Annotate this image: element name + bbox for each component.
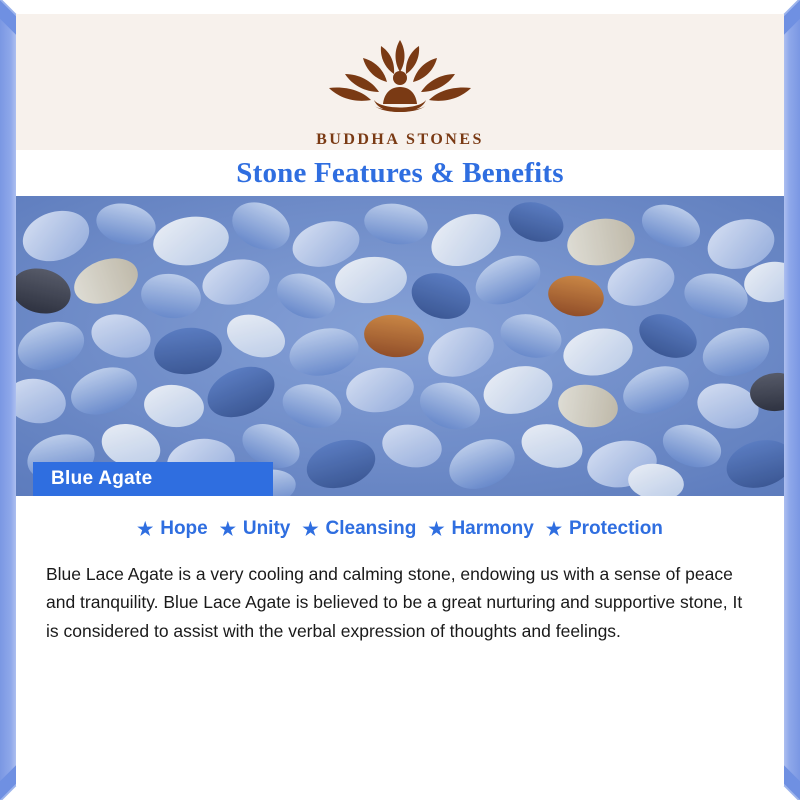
content-card [16, 14, 784, 786]
keyword-item-harmony [428, 518, 534, 540]
keyword-item-cleansing [302, 518, 416, 540]
keyword-label: Protection [568, 518, 663, 539]
stone-photo [16, 196, 784, 496]
keyword-label: Hope [160, 518, 208, 539]
star-icon: ★ [545, 519, 562, 539]
keyword-item-protection [546, 518, 663, 540]
brand-name: BUDDHA STONES [316, 131, 484, 148]
keyword-list [16, 518, 784, 540]
keyword-label: Unity [242, 518, 291, 539]
stone-photo-graphic [16, 196, 784, 496]
stone-description: Blue Lace Agate is a very cooling and calming stone, endowing us with a sense of peace and tranquility. Blue Lace Agate is believed to be a great nurturing and supportive stone, It is considered to assist with the verbal expression of thoughts and feelings. [46, 564, 743, 641]
stone-name-badge: Blue Agate [33, 462, 273, 496]
page-title-bar [16, 150, 784, 196]
lotus-meditation-icon [16, 30, 784, 127]
keyword-label: Cleansing [325, 518, 417, 539]
header-section [16, 14, 784, 196]
keyword-item-hope [137, 518, 208, 540]
star-icon: ★ [137, 519, 154, 539]
page-title: Stone Features & Benefits [236, 156, 564, 189]
keyword-item-unity [220, 518, 291, 540]
bottom-spacer [16, 645, 784, 685]
star-icon: ★ [219, 519, 236, 539]
keyword-label: Harmony [451, 518, 534, 539]
star-icon: ★ [302, 519, 319, 539]
brand-logo [16, 30, 784, 149]
star-icon: ★ [428, 519, 445, 539]
